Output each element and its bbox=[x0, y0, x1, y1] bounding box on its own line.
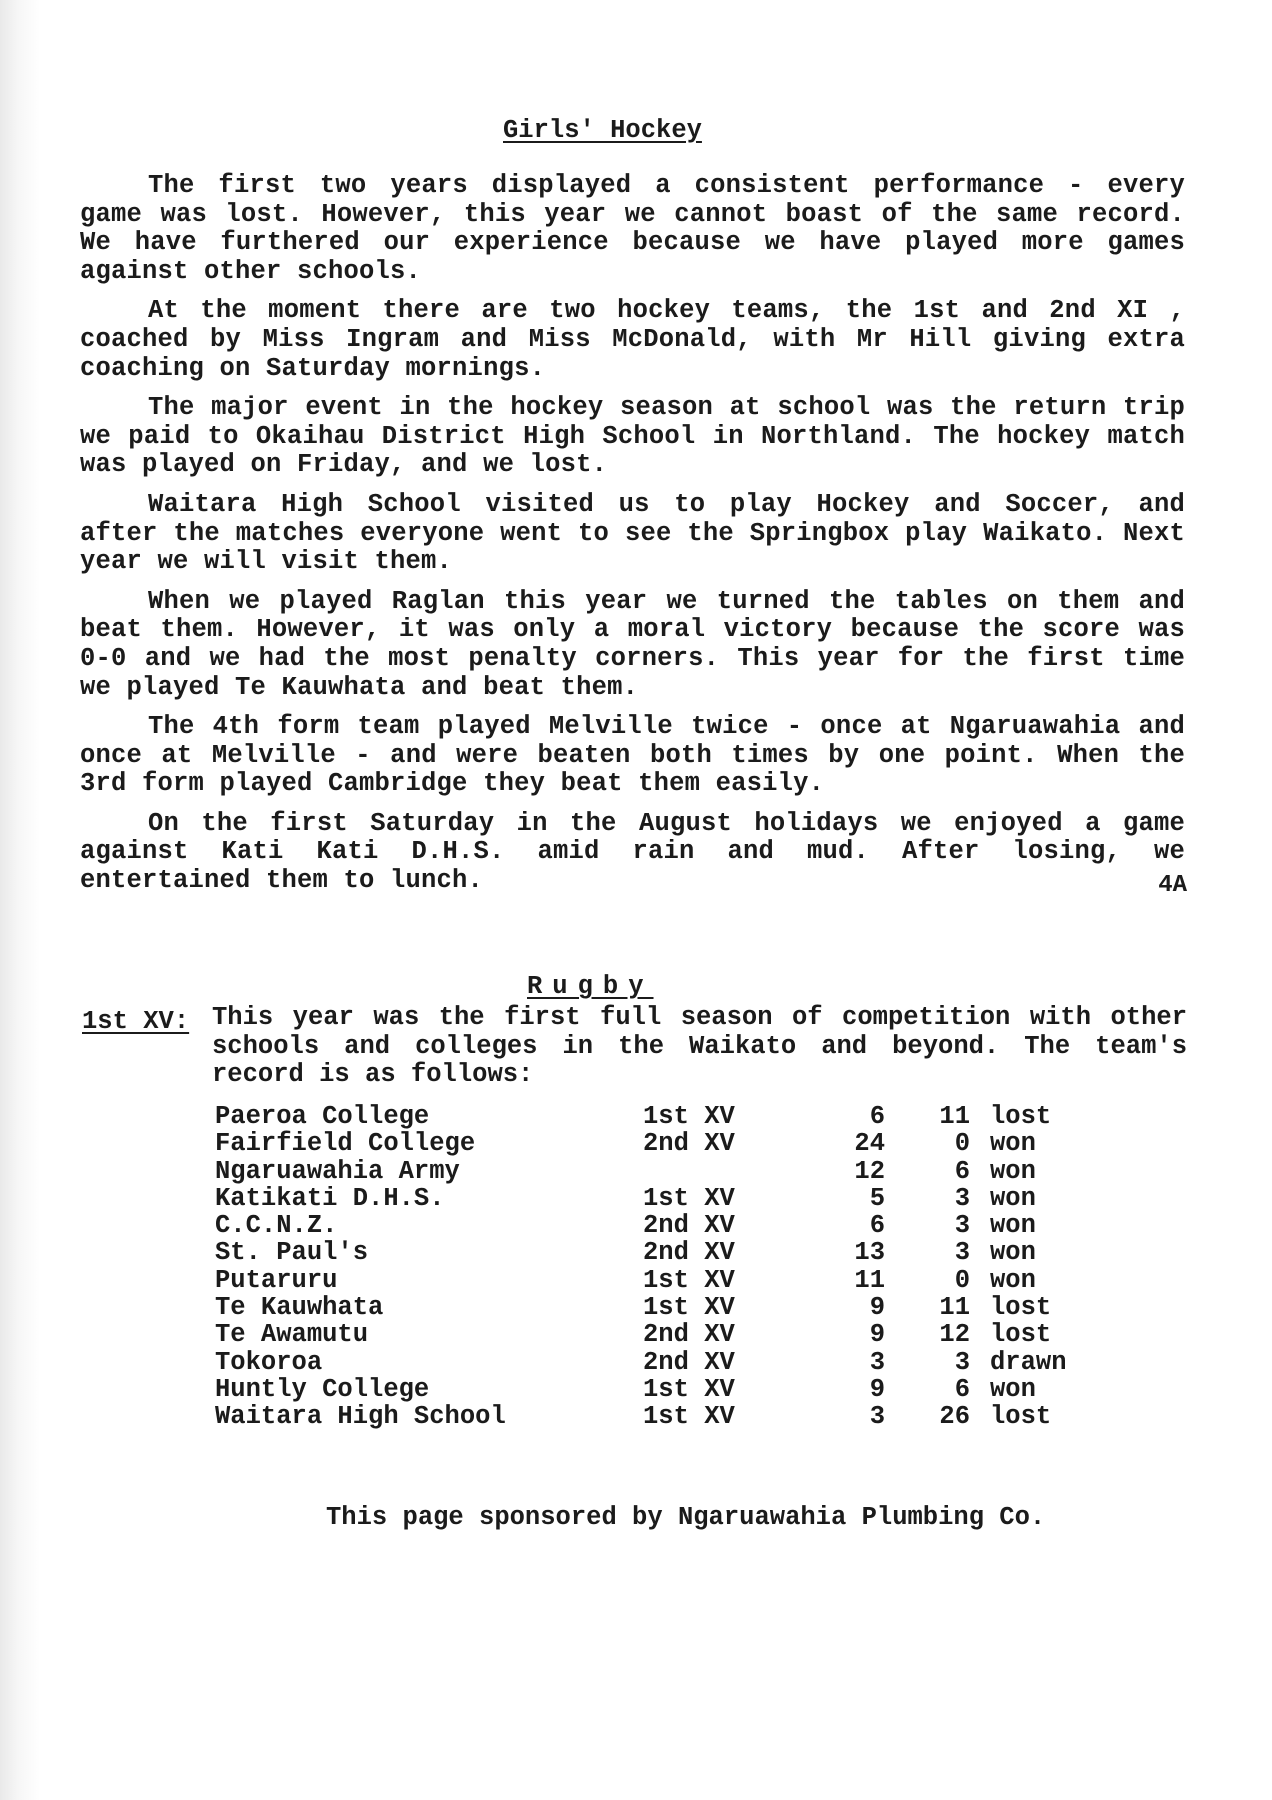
result-outcome: lost bbox=[990, 1320, 1052, 1350]
result-opponent: Putaruru bbox=[215, 1265, 338, 1295]
result-score-against: 3 bbox=[954, 1211, 970, 1241]
result-score-for: 24 bbox=[854, 1129, 885, 1159]
result-score-against: 11 bbox=[939, 1102, 970, 1131]
result-outcome: won bbox=[990, 1183, 1036, 1213]
result-team: 1st XV bbox=[643, 1402, 735, 1432]
result-score-against: 26 bbox=[939, 1402, 970, 1432]
result-score-for: 9 bbox=[869, 1374, 885, 1404]
result-opponent: Te Kauwhata bbox=[215, 1293, 384, 1323]
rugby-intro: This year was the first full season of competition with other schools and colleges in the Waikato and beyond. The team's record is as follows: bbox=[212, 1003, 1187, 1090]
result-outcome: won bbox=[990, 1238, 1036, 1268]
result-team: 1st XV bbox=[643, 1102, 735, 1131]
result-team: 1st XV bbox=[643, 1374, 735, 1404]
result-score-for: 9 bbox=[869, 1293, 885, 1323]
result-opponent: Tokoroa bbox=[215, 1347, 323, 1377]
hockey-heading: Girls' Hockey bbox=[503, 116, 702, 145]
result-opponent: St. Paul's bbox=[215, 1238, 369, 1268]
result-team: 2nd XV bbox=[643, 1211, 735, 1241]
result-opponent: C.C.N.Z. bbox=[215, 1211, 338, 1241]
result-opponent: Huntly College bbox=[215, 1374, 430, 1404]
result-score-for: 12 bbox=[854, 1156, 885, 1186]
result-score-for: 9 bbox=[869, 1320, 885, 1350]
hockey-paragraph-5: When we played Raglan this year we turned the tables on them and beat them. However, it was only a moral victory because the score was 0-0 and we had the most penalty corners. This year for the first time we played Te Kauwhata and beat them. bbox=[80, 586, 1185, 702]
result-score-for: 11 bbox=[854, 1265, 885, 1295]
result-score-against: 11 bbox=[939, 1293, 970, 1323]
hockey-paragraph-2: At the moment there are two hockey teams, the 1st and 2nd XI , coached by Miss Ingram and Miss McDonald, with Mr Hill giving extra coaching on Saturday mornings. bbox=[80, 296, 1185, 383]
result-score-for: 6 bbox=[869, 1211, 885, 1241]
result-outcome: lost bbox=[990, 1402, 1052, 1432]
result-opponent: Katikati D.H.S. bbox=[215, 1183, 445, 1213]
result-score-for: 3 bbox=[869, 1347, 885, 1377]
result-opponent: Waitara High School bbox=[215, 1402, 506, 1432]
result-team: 2nd XV bbox=[643, 1238, 735, 1268]
result-outcome: drawn bbox=[990, 1347, 1067, 1377]
result-opponent: Ngaruawahia Army bbox=[215, 1156, 460, 1186]
result-team: 2nd XV bbox=[643, 1129, 735, 1159]
result-score-for: 5 bbox=[869, 1183, 885, 1213]
rugby-heading: Rugby bbox=[527, 972, 654, 1001]
result-team: 2nd XV bbox=[643, 1347, 735, 1377]
result-score-for: 13 bbox=[854, 1238, 885, 1268]
hockey-paragraph-3: The major event in the hockey season at school was the return trip we paid to Okaihau District High School in Northland. The hockey match was played on Friday, and we lost. bbox=[80, 393, 1185, 480]
result-outcome: won bbox=[990, 1265, 1036, 1295]
result-opponent: Te Awamutu bbox=[215, 1320, 369, 1350]
result-score-against: 0 bbox=[954, 1129, 970, 1159]
hockey-paragraph-7: On the first Saturday in the August holidays we enjoyed a game against Kati Kati D.H.S. amid rain and mud. After losing, we entertained them to lunch. bbox=[80, 808, 1185, 896]
result-outcome: won bbox=[990, 1374, 1036, 1404]
result-score-for: 3 bbox=[869, 1402, 885, 1432]
hockey-signature: 4A bbox=[1158, 872, 1187, 899]
result-outcome: won bbox=[990, 1211, 1036, 1241]
result-score-against: 0 bbox=[954, 1265, 970, 1295]
hockey-paragraph-6: The 4th form team played Melville twice - once at Ngaruawahia and once at Melville - and were beaten both times by one point. When the 3rd form played Cambridge they beat them easily. bbox=[80, 712, 1185, 799]
result-opponent: Paeroa College bbox=[215, 1102, 430, 1131]
rugby-team-label: 1st XV: bbox=[82, 1007, 190, 1036]
result-score-against: 6 bbox=[954, 1156, 970, 1186]
result-score-against: 12 bbox=[939, 1320, 970, 1350]
result-team: 1st XV bbox=[643, 1293, 735, 1323]
result-team: 1st XV bbox=[643, 1265, 735, 1295]
hockey-paragraph-1: The first two years displayed a consistent performance - every game was lost. However, this year we cannot boast of the same record. We have furthered our experience because we have played more games against other schools. bbox=[80, 171, 1185, 286]
hockey-paragraph-4: Waitara High School visited us to play Hockey and Soccer, and after the matches everyone went to see the Springbox play Waikato. Next year we will visit them. bbox=[80, 489, 1185, 577]
result-score-against: 3 bbox=[954, 1238, 970, 1268]
result-score-against: 3 bbox=[954, 1347, 970, 1377]
result-outcome: lost bbox=[990, 1102, 1052, 1131]
result-outcome: won bbox=[990, 1156, 1036, 1186]
result-team: 2nd XV bbox=[643, 1320, 735, 1350]
hockey-body bbox=[80, 172, 1185, 907]
result-score-against: 3 bbox=[954, 1183, 970, 1213]
result-outcome: won bbox=[990, 1129, 1036, 1159]
result-score-for: 6 bbox=[869, 1102, 885, 1131]
result-opponent: Fairfield College bbox=[215, 1129, 476, 1159]
result-score-against: 6 bbox=[954, 1374, 970, 1404]
sponsor-footer: This page sponsored by Ngaruawahia Plumbing Co. bbox=[326, 1503, 1046, 1532]
result-outcome: lost bbox=[990, 1293, 1052, 1323]
result-team: 1st XV bbox=[643, 1183, 735, 1213]
